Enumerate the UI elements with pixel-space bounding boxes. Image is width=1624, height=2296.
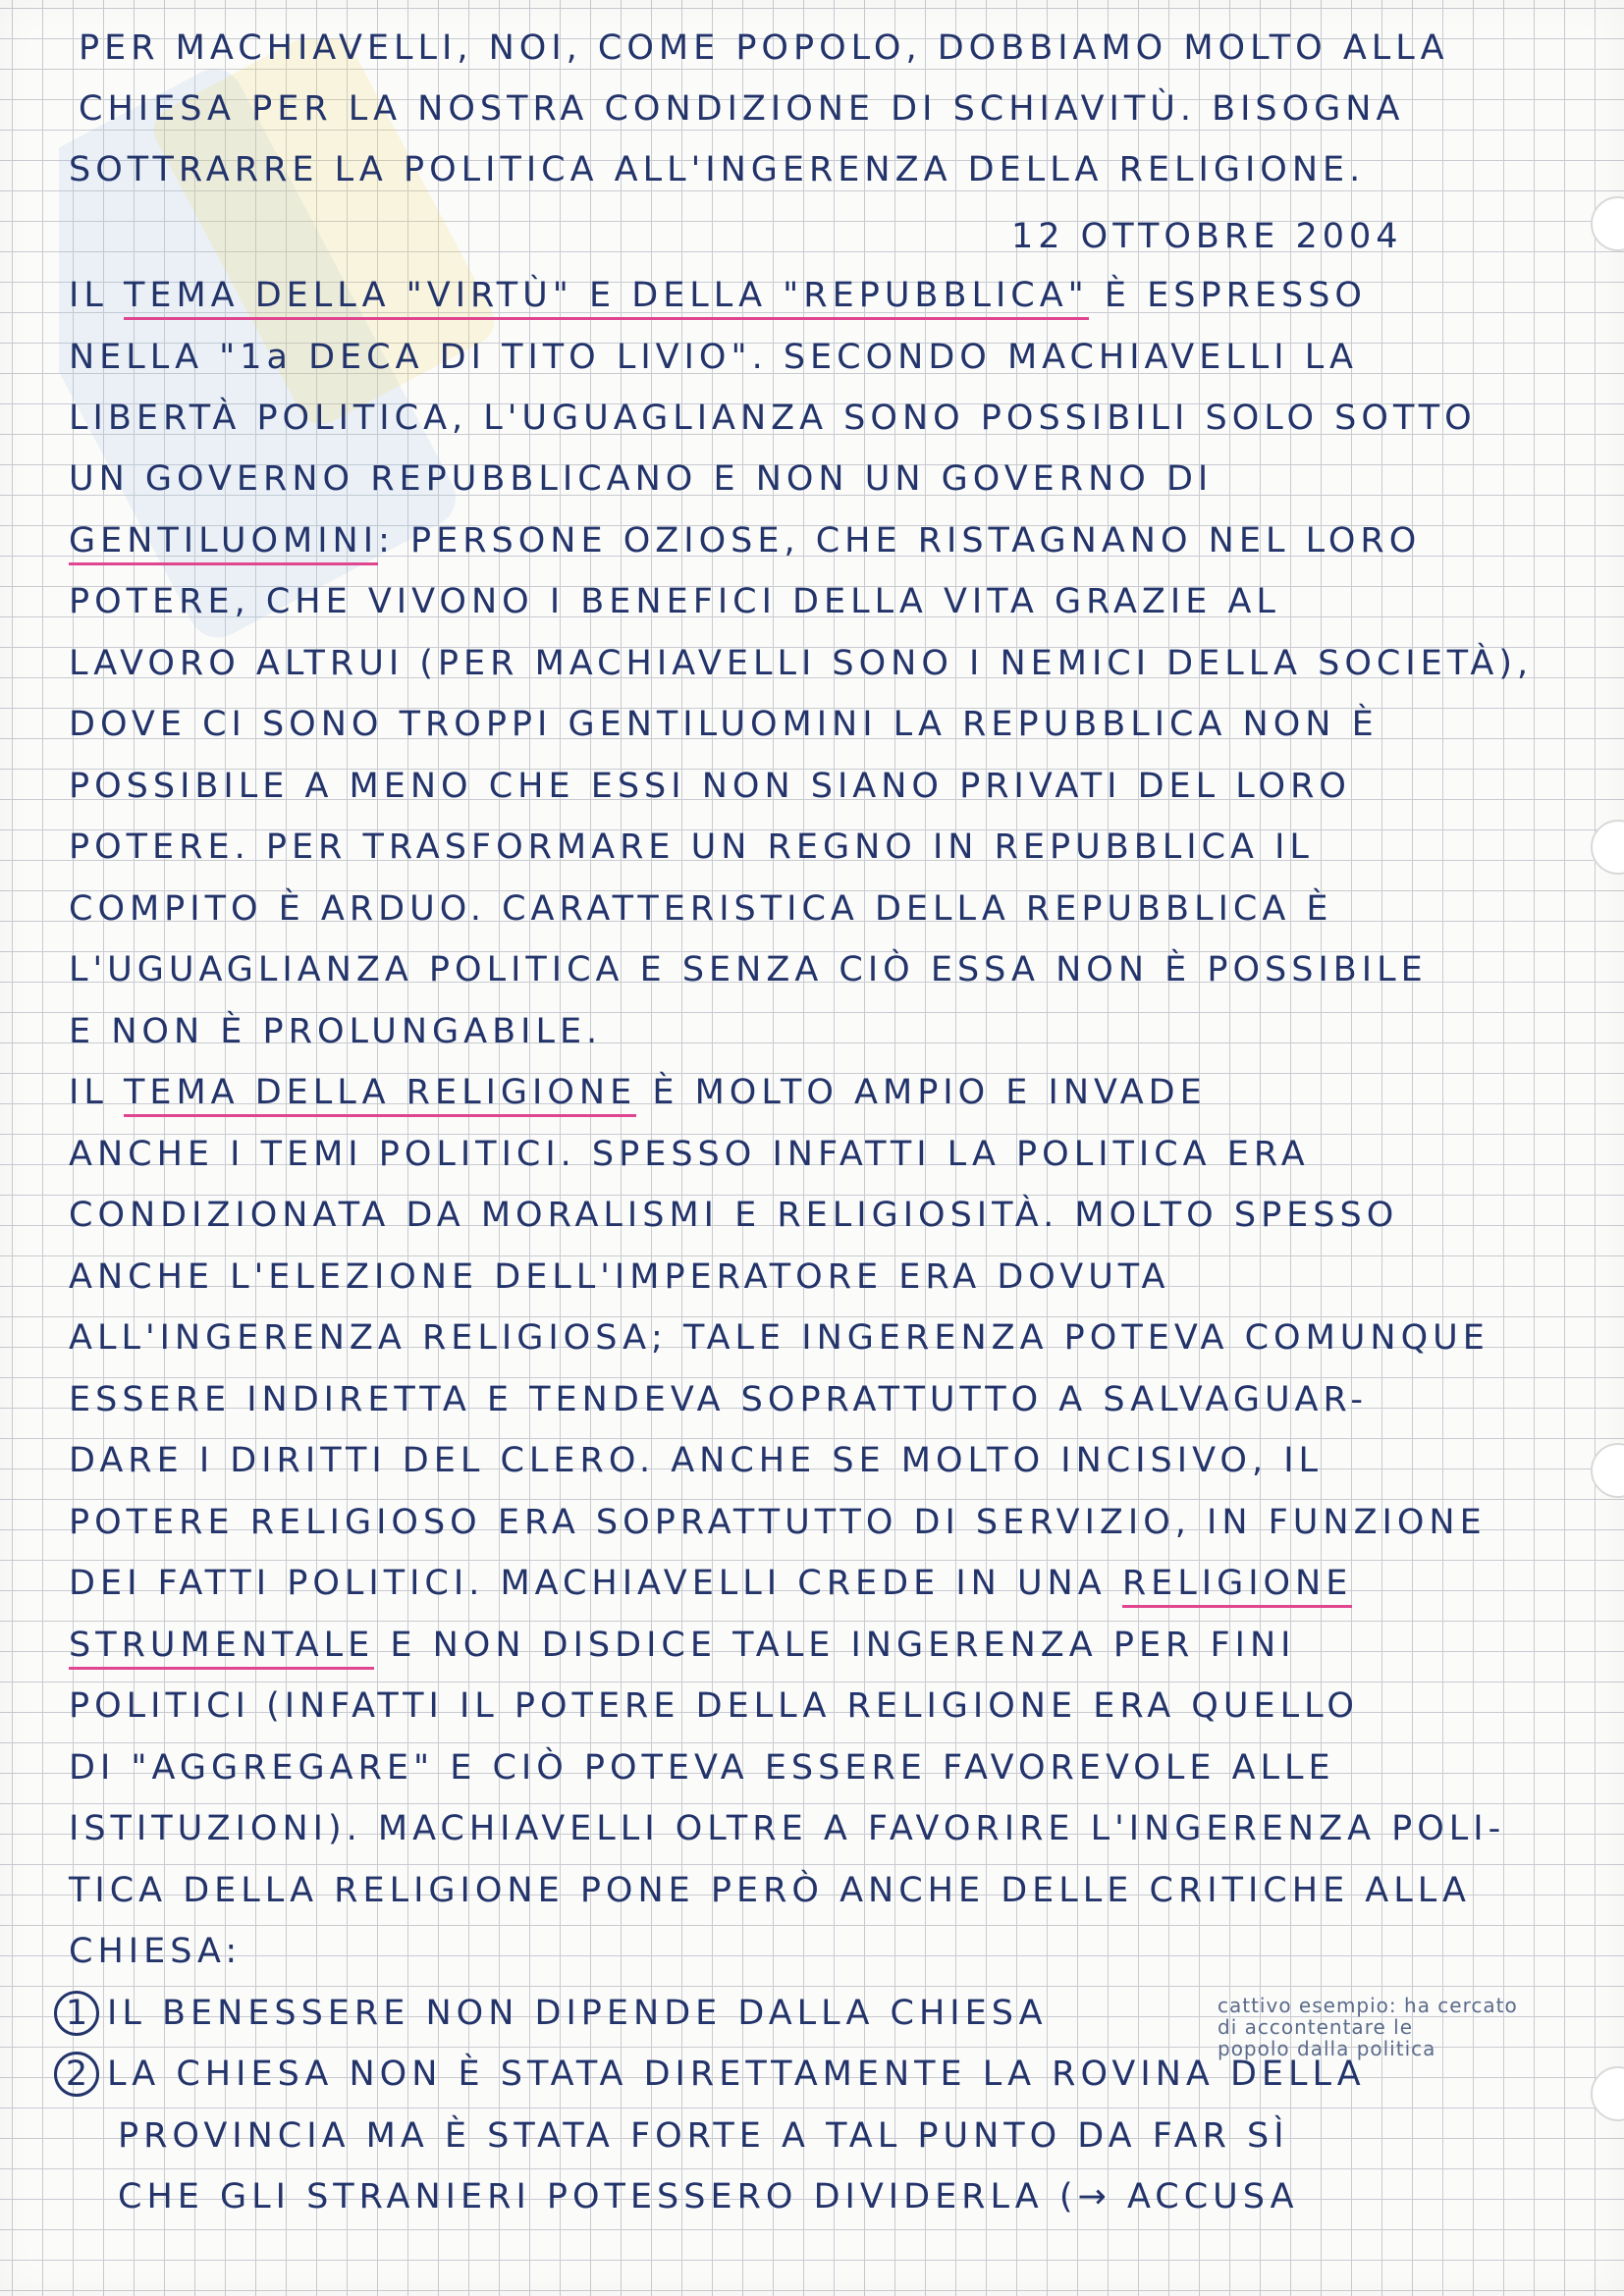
text-line-content (69, 1921, 242, 1982)
text-line-content (69, 1124, 1310, 1185)
text-line (0, 1798, 1624, 1859)
text-line (0, 2166, 1624, 2227)
underlined-keyword: TEMA DELLA RELIGIONE (124, 1073, 636, 1117)
text-line (0, 1369, 1624, 1430)
text-line-content (69, 1492, 1487, 1553)
text-line-content (69, 939, 1428, 1000)
text-line (0, 510, 1624, 571)
text-line (0, 1860, 1624, 1921)
text-segment: DEI FATTI POLITICI. MACHIAVELLI CREDE IN UNA (69, 1564, 1122, 1603)
text-line-content (69, 1247, 1169, 1308)
text-line-content (69, 1737, 1335, 1798)
text-line (0, 1185, 1624, 1246)
text-line-content (69, 449, 1213, 509)
text-line-content (69, 571, 1280, 632)
text-segment: NELLA "1a DECA DI TITO LIVIO". SECONDO MACHIAVELLI LA (69, 338, 1359, 377)
underlined-keyword: GENTILUOMINI (69, 521, 378, 565)
text-line (0, 327, 1624, 388)
text-segment: 12 OTTOBRE 2004 (1011, 217, 1403, 256)
text-line-content (54, 1983, 1048, 2044)
text-segment: PROVINCIA MA È STATA FORTE A TAL PUNTO DA FAR SÌ (118, 2116, 1289, 2156)
text-line (0, 1921, 1624, 1982)
text-segment: CHE GLI STRANIERI POTESSERO DIVIDERLA (→ ACCUSA (118, 2177, 1299, 2216)
text-line (0, 571, 1624, 632)
text-line-content (69, 327, 1358, 388)
text-segment: CHIESA: (69, 1932, 243, 1971)
text-segment: IL BENESSERE NON DIPENDE DALLA CHIESA (107, 1994, 1048, 2033)
text-segment: L'UGUAGLIANZA POLITICA E SENZA CIÒ ESSA NON È POSSIBILE (69, 950, 1428, 989)
text-line-content (69, 1001, 602, 1062)
text-line-content (69, 1676, 1359, 1736)
text-segment: CONDIZIONATA DA MORALISMI E RELIGIOSITÀ. MOLTO SPESSO (69, 1196, 1399, 1235)
text-segment: IL (69, 276, 124, 315)
text-segment: CHIESA PER LA NOSTRA CONDIZIONE DI SCHIAVITÙ. BISOGNA (79, 89, 1405, 129)
text-line (0, 1615, 1624, 1676)
text-segment: E NON È PROLUNGABILE. (69, 1012, 603, 1051)
text-line-content (69, 139, 1365, 200)
text-line-content (69, 1185, 1398, 1246)
text-segment: : PERSONE OZIOSE, CHE RISTAGNANO NEL LORO (378, 521, 1422, 561)
text-segment: TICA DELLA RELIGIONE PONE PERÒ ANCHE DELLE CRITICHE ALLA (69, 1871, 1471, 1910)
text-line (0, 1492, 1624, 1553)
text-line (0, 879, 1624, 939)
underlined-keyword: TEMA DELLA "VIRTÙ" E DELLA "REPUBBLICA" (124, 276, 1089, 320)
underlined-keyword: RELIGIONE (1122, 1564, 1353, 1608)
text-line-content (1011, 206, 1403, 267)
text-line (0, 1001, 1624, 1062)
text-line-content (69, 694, 1379, 755)
text-line-content (79, 18, 1449, 79)
text-segment: POTERE RELIGIOSO ERA SOPRATTUTTO DI SERVIZIO, IN FUNZIONE (69, 1503, 1487, 1542)
text-line (0, 265, 1624, 326)
text-segment: ISTITUZIONI). MACHIAVELLI OLTRE A FAVORIRE L'INGERENZA POLI- (69, 1809, 1506, 1848)
text-segment: ANCHE L'ELEZIONE DELL'IMPERATORE ERA DOVUTA (69, 1257, 1170, 1297)
text-segment: POSSIBILE A MENO CHE ESSI NON SIANO PRIVATI DEL LORO (69, 767, 1351, 806)
list-number: 1 (54, 1991, 99, 2036)
text-line (0, 79, 1624, 139)
text-segment: È ESPRESSO (1088, 276, 1367, 315)
side-note-line: popolo dalla politica (1218, 2037, 1436, 2060)
text-line-content (69, 1553, 1352, 1614)
text-line-content (118, 2106, 1289, 2166)
text-line (0, 2106, 1624, 2166)
text-line-content (69, 756, 1351, 817)
text-line-content (69, 817, 1314, 878)
text-line-content (69, 1430, 1323, 1491)
text-segment: COMPITO È ARDUO. CARATTERISTICA DELLA REPUBBLICA È (69, 889, 1333, 929)
text-segment: DARE I DIRITTI DEL CLERO. ANCHE SE MOLTO INCISIVO, IL (69, 1441, 1324, 1480)
text-line (0, 1247, 1624, 1308)
text-line-content (69, 1308, 1489, 1368)
text-segment: LA CHIESA NON È STATA DIRETTAMENTE LA ROVINA DELLA (107, 2055, 1366, 2094)
side-note (1218, 1995, 1620, 2059)
text-line (0, 817, 1624, 878)
text-line-content (69, 879, 1333, 939)
text-segment: È MOLTO AMPIO E INVADE (636, 1073, 1207, 1112)
text-segment: DOVE CI SONO TROPPI GENTILUOMINI LA REPUBBLICA NON È (69, 705, 1379, 744)
text-segment: POTERE, CHE VIVONO I BENEFICI DELLA VITA GRAZIE AL (69, 582, 1280, 621)
side-note-line: di accontentare le (1218, 2015, 1413, 2039)
text-segment: POLITICI (INFATTI IL POTERE DELLA RELIGIONE ERA QUELLO (69, 1686, 1359, 1726)
text-segment: ANCHE I TEMI POLITICI. SPESSO INFATTI LA POLITICA ERA (69, 1135, 1310, 1174)
text-segment: PER MACHIAVELLI, NOI, COME POPOLO, DOBBIAMO MOLTO ALLA (79, 28, 1449, 68)
underlined-keyword: STRUMENTALE (69, 1626, 374, 1670)
text-line (0, 449, 1624, 509)
text-line-content (69, 388, 1477, 449)
text-segment: POTERE. PER TRASFORMARE UN REGNO IN REPUBBLICA IL (69, 828, 1314, 867)
text-line-content (69, 510, 1421, 571)
text-line-content (79, 79, 1404, 139)
text-segment: DI "AGGREGARE" E CIÒ POTEVA ESSERE FAVOREVOLE ALLE (69, 1748, 1335, 1788)
list-number: 2 (54, 2052, 99, 2097)
text-line (0, 388, 1624, 449)
text-line (0, 633, 1624, 694)
text-line (0, 1737, 1624, 1798)
text-line (0, 1062, 1624, 1123)
text-line-content (69, 1062, 1207, 1123)
text-segment: UN GOVERNO REPUBBLICANO E NON UN GOVERNO DI (69, 459, 1214, 499)
text-line (0, 756, 1624, 817)
text-line (0, 1553, 1624, 1614)
text-line (0, 206, 1624, 267)
text-line (0, 1124, 1624, 1185)
text-line-content (69, 265, 1367, 326)
text-line-content (69, 1798, 1505, 1859)
text-line-content (54, 2044, 1366, 2105)
text-line (0, 139, 1624, 200)
text-segment: E NON DISDICE TALE INGERENZA PER FINI (374, 1626, 1296, 1665)
text-line (0, 1676, 1624, 1736)
text-line (0, 1430, 1624, 1491)
text-segment: SOTTRARRE LA POLITICA ALL'INGERENZA DELLA RELIGIONE. (69, 150, 1366, 189)
text-segment: LIBERTÀ POLITICA, L'UGUAGLIANZA SONO POSSIBILI SOLO SOTTO (69, 399, 1477, 438)
text-line (0, 1308, 1624, 1368)
text-line-content (118, 2166, 1299, 2227)
text-line-content (69, 1860, 1471, 1921)
text-line-content (69, 1615, 1295, 1676)
text-segment: ALL'INGERENZA RELIGIOSA; TALE INGERENZA POTEVA COMUNQUE (69, 1318, 1489, 1358)
text-line (0, 694, 1624, 755)
text-line-content (69, 633, 1533, 694)
text-segment: ESSERE INDIRETTA E TENDEVA SOPRATTUTTO A SALVAGUAR- (69, 1380, 1369, 1419)
side-note-line: cattivo esempio: ha cercato (1218, 1994, 1518, 2017)
text-segment: LAVORO ALTRUI (PER MACHIAVELLI SONO I NEMICI DELLA SOCIETÀ), (69, 644, 1534, 683)
text-line-content (69, 1369, 1368, 1430)
text-segment: IL (69, 1073, 124, 1112)
text-line (0, 18, 1624, 79)
text-line (0, 939, 1624, 1000)
